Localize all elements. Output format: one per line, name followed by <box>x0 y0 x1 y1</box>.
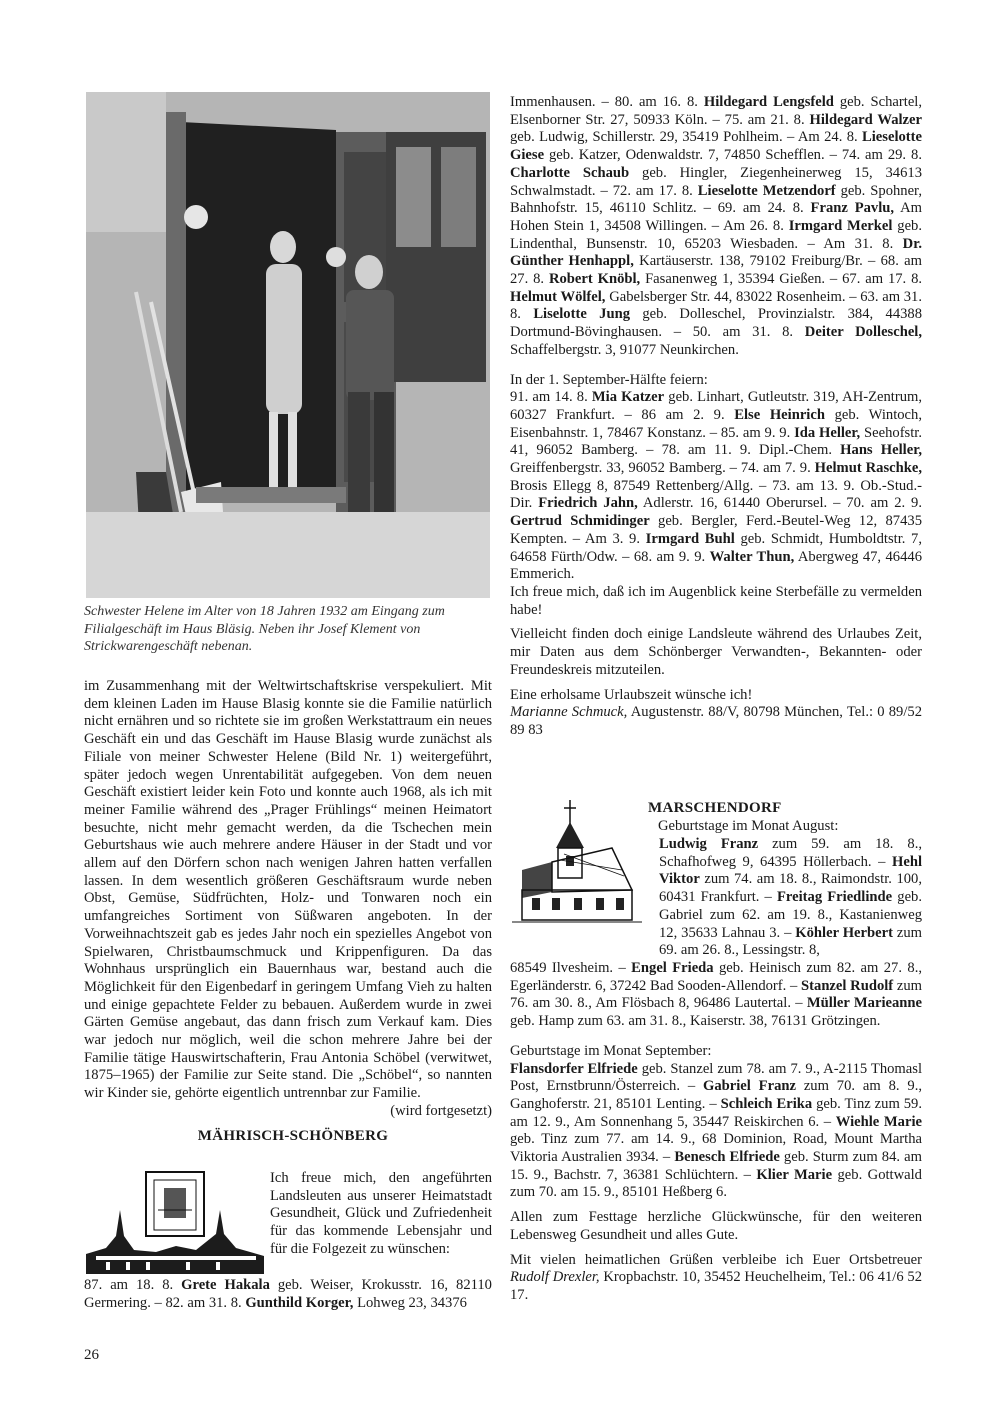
person-name: Deiter Dolleschel, <box>804 324 922 341</box>
person-name: Dr. Günther Henhappl, <box>510 235 922 270</box>
entry-text: zum 76. am 30. 8., Am Flösbach 8, 96486 Lautertal. – <box>510 977 923 1012</box>
person-name: Schleich Erika <box>720 1095 813 1112</box>
person-name: Irmgard Merkel <box>788 217 893 234</box>
entry-text: geb. Spohner, Bahnhofstr. 15, 46110 Schlitz. – 69. am 24. 8. <box>510 182 922 217</box>
person-name: Franz Pavlu, <box>810 200 895 217</box>
person-name: Hildegard Lengsfeld <box>703 94 834 110</box>
entry-text: 68549 Ilvesheim. – <box>510 960 632 976</box>
page-number: 26 <box>84 1347 99 1363</box>
entry-text: geb. Stanzel zum 78. am 7. 9., A-2115 Thomasl Post, Ernstbrunn/Österreich. – <box>510 1060 922 1095</box>
photo-caption: Schwester Helene im Alter von 18 Jahren 1932 am Eingang zum Filialgeschäft im Haus Bläsig. Neben ihr Josef Klement von Strickwarengeschäft nebenan. <box>84 604 445 655</box>
entry-text: geb. Sturm zum 84. am 15. 9., Bachstr. 7, 36381 Schlüchtern. – <box>510 1149 923 1183</box>
entry-text: Am Hohen Stein 1, 34508 Willingen. – Am 26. 8. <box>510 200 923 234</box>
bday-text: 87. am 18. 8. <box>84 1277 182 1293</box>
person-name: Else Heinrich <box>734 406 825 423</box>
bday-text: geb. Weiser, Krokusstr. 16, 82110 Germering. – 82. am 31. 8. <box>84 1277 492 1311</box>
entry-text: geb. Ludwig, Schillerstr. 29, 35419 Pohlheim. – Am 24. 8. <box>510 129 863 146</box>
entry-text: geb. Hamp zum 63. am 31. 8., Kaiserstr. 38, 76131 Grötzingen. <box>510 1013 881 1030</box>
historic-photo <box>86 92 490 598</box>
entry-text: 91. am 14. 8. <box>510 389 592 406</box>
bday-text: Lohweg 23, 34376 <box>353 1294 467 1311</box>
entry-text: Schaffelbergstr. 3, 91077 Neunkirchen. <box>510 341 739 358</box>
person-name: Hans Heller, <box>840 442 922 459</box>
entry-text: geb. Linhart, Gutleutstr. 319, AH-Zentrum, 60327 Frankfurt. – 86 am 2. 9. <box>510 389 923 423</box>
entry-text: geb. Bergler, Ferd.-Beutel-Weg 12, 87435 Kempten. – Am 3. 9. <box>510 513 922 547</box>
section-heading-schoenberg: MÄHRISCH-SCHÖNBERG <box>197 1127 389 1144</box>
entry-text: geb. Tinz zum 59. am 12. 9., Am Sonnenhang 5, 35447 Reiskirchen 6. – <box>510 1095 922 1130</box>
coat-of-arms-icon <box>86 1170 264 1274</box>
entry-text: Gabelsberger Str. 44, 83022 Rosenheim. – 63. am 31. 8. <box>510 288 923 323</box>
person-name: Flansdorfer Elfriede <box>510 1060 638 1077</box>
person-name: Gabriel Franz <box>703 1078 796 1095</box>
person-name: Benesch Elfriede <box>674 1149 780 1166</box>
entry-text: Immenhausen. – 80. am 16. 8. <box>510 94 704 110</box>
schoenberg-birthdays <box>84 1277 492 1312</box>
photo-shop-entrance <box>86 92 490 598</box>
person-name: Lieselotte Giese <box>510 129 922 164</box>
person-name: Helmut Raschke, <box>814 460 922 477</box>
entry-text: Adlerstr. 16, 61440 Oberursel. – 70. am 2. 9. <box>637 495 923 512</box>
birthday-list-september <box>510 389 922 584</box>
person-name: Charlotte Schaub <box>510 164 630 181</box>
entry-text: geb. Gabriel zum 62. am 19. 8., Kastanienweg 12, 35633 Lahnau 3. – <box>659 889 922 941</box>
entry-text: zum 69. am 26. 8., Lessingstr. 8, <box>659 924 922 959</box>
article-body: im Zusammenhang mit der Weltwirtschaftskrise verspekuliert. Mit dem kleinen Laden im Hause Blasig konnte sie die Familie natürlich nicht ernähren und so richtete sie im großen Werkstattraum ein neues Geschäft ein und das Geschäft im Hause Blasig wurde zunächst als Filiale von meiner Schwester Helene (Bild Nr. 1) weitergeführt, später jedoch wegen Unrentabilität aufgegeben. Von dem neuen Geschäft existiert leider kein Foto und konnte auch 1968, als ich mit meiner Familie während des „Prager Frühlings“ meinen Heimatort besuchte, nicht mehr gemacht werden, da die Tschechen mein Geburtshaus wie auch mehrere andere Häuser in der Stadt und vor allem auf den Dörfern schon nach wenigen Jahren hatten verfallen lassen. In dem wesentlich größeren Geschäftsraum wurde neben Obst, Gemüse, Südfrüchten, Holz- und Tonwaren noch ein umfangreiches Sortiment von Süßwaren angeboten. In der Vorweihnachtszeit gab es jedes Jahr noch ein spezielles Angebot von Spielwaren, Christbaumschmuck und Krippenfiguren. Da das Wohnhaus ursprünglich ein Bauernhaus war, bestand auch die Möglichkeit für den Eigenbedarf in geringem Umfang Vieh zu halten und einige gepachtete Felder zu bebauen. Außerdem wurde in zwei Gärten Gemüse angebaut, das dann frisch zum Verkauf kam. Dies war jedoch nur möglich, weil die schon mehrere Jahre bei der Familie tätige Hauswirtschafterin, Frau Antonia Schöbel (verwitwet, 1875–1965) der Familie zur Seite stand. Die „Schöbel“, so nannten wir Kinder sie, gehörte eigentlich untrennbar zur Familie. <box>84 678 492 1102</box>
holiday-wish: Eine erholsame Urlaubszeit wünsche ich! <box>510 686 753 703</box>
person-name: Köhler Herbert <box>795 924 893 941</box>
entry-text: geb. Schartel, Elsenborner Str. 27, 50933 Köln. – 75. am 21. 8. <box>510 94 923 128</box>
entry-text: zum 59. am 18. 8., Schafhofweg 9, 64395 Höllerbach. – <box>659 836 922 870</box>
continued-note: (wird fortgesetzt) <box>390 1102 492 1119</box>
signature-name: Marianne Schmuck, <box>510 704 628 721</box>
person-name: Lieselotte Metzendorf <box>697 182 836 199</box>
bday-name: Gunthild Korger, <box>245 1294 354 1311</box>
entry-text: geb. Tinz zum 77. am 14. 9., 68 Dominion, Road, Mount Martha Viktoria Australien 3934. – <box>510 1131 922 1166</box>
person-name: Irmgard Buhl <box>645 530 735 547</box>
church-icon <box>512 800 642 926</box>
marschendorf-continued <box>510 960 922 1305</box>
entry-text: Abergweg 47, 46446 Emmerich. <box>510 548 922 583</box>
entry-text: Brosis Ellegg 8, 87549 Rettenberg/Allg. – 73. am 13. 9. Ob.-Stud.-Dir. <box>510 477 922 512</box>
person-name: Hehl Viktor <box>659 853 922 888</box>
section-intro-text: Ich freue mich, den angeführten Landsleuten aus unserer Heimatstadt Gesundheit, Glück und Zufriedenheit für das kommende Lebensjahr und für die Folgezeit zu wünschen: <box>270 1170 492 1257</box>
closing-greeting <box>510 1252 922 1305</box>
closing-name: Rudolf Drexler, <box>510 1269 600 1286</box>
person-name: Mia Katzer <box>591 389 665 406</box>
birthday-list-august-cont <box>510 960 922 1031</box>
bday-name: Grete Hakala <box>181 1277 270 1293</box>
marschendorf-august-list <box>659 836 922 960</box>
entry-text: geb. Lindenthal, Bunsenstr. 10, 65203 Wiesbaden. – Am 31. 8. <box>510 217 923 252</box>
person-name: Friedrich Jahn, <box>538 495 638 512</box>
entry-text: Greiffenbergstr. 33, 96052 Bamberg. – 74. am 7. 9. <box>510 460 815 477</box>
entry-text: Seehofstr. 41, 96052 Bamberg. – 78. am 11. 9. Dipl.-Chem. <box>510 424 922 459</box>
birthday-list-september-2 <box>510 1061 922 1203</box>
person-name: Gertrud Schmidinger <box>510 513 650 530</box>
request-note: Vielleicht finden doch einige Landsleute während des Urlaubes Zeit, mir Daten aus dem Schönberger Verwandten-, Bekannten- oder Freundeskreis mitzuteilen. <box>510 626 922 678</box>
schoenberg-intro <box>270 1170 492 1259</box>
entry-text: geb. Schmidt, Humboldtstr. 7, 64658 Fürth/Odw. – 68. am 9. 9. <box>510 530 922 565</box>
left-column <box>84 678 492 1145</box>
entry-text: geb. Katzer, Odenwaldstr. 7, 74850 Schefflen. – 74. am 29. 8. <box>544 147 922 164</box>
festive-greeting: Allen zum Festtage herzliche Glückwünsche, für den weiteren Lebensweg Gesundheit und alles Gute. <box>510 1209 922 1243</box>
entry-text: geb. Wintoch, Eisenbahnstr. 1, 78467 Konstanz. – 85. am 9. 9. <box>510 406 922 441</box>
town-crest-illustration <box>86 1170 264 1274</box>
signature <box>510 704 922 739</box>
person-name: Walter Thun, <box>709 548 795 565</box>
person-name: Stanzel Rudolf <box>801 977 894 994</box>
person-name: Freitag Friedlinde <box>777 889 893 906</box>
no-deaths-note: Ich freue mich, daß ich im Augenblick keine Sterbefälle zu vermelden habe! <box>510 583 922 618</box>
person-name: Ludwig Franz <box>659 836 759 852</box>
september-intro: In der 1. September-Hälfte feiern: <box>510 371 708 388</box>
church-illustration <box>512 800 642 926</box>
right-column <box>510 94 922 740</box>
closing-address: Kropbachstr. 10, 35452 Heuchelheim, Tel.: 06 41/6 52 17. <box>510 1269 923 1303</box>
entry-text: zum 74. am 18. 8., Raimondstr. 100, 60431 Frankfurt. – <box>659 871 922 906</box>
entry-text: Kartäuserstr. 138, 79102 Freiburg/Br. – 68. am 27. 8. <box>510 253 923 288</box>
person-name: Engel Frieda <box>631 960 714 976</box>
person-name: Klier Marie <box>756 1166 833 1183</box>
signature-address: Augustenstr. 88/V, 80798 München, Tel.: 0 89/52 89 83 <box>510 704 923 738</box>
person-name: Ida Heller, <box>794 424 861 441</box>
person-name: Wiehle Marie <box>835 1113 922 1130</box>
september-birthdays-intro: Geburtstage im Monat September: <box>510 1042 712 1059</box>
august-intro: Geburtstage im Monat August: <box>658 817 839 834</box>
person-name: Robert Knöbl, <box>548 271 641 288</box>
birthday-list <box>84 1277 492 1312</box>
person-name: Helmut Wölfel, <box>510 288 606 305</box>
marschendorf-header <box>648 800 922 835</box>
birthday-list-august <box>659 836 922 960</box>
person-name: Hildegard Walzer <box>809 111 922 128</box>
section-heading-marschendorf: MARSCHENDORF <box>648 800 782 816</box>
entry-text: geb. Hingler, Ziegenheinerweg 15, 34613 Schwalmstadt. – 72. am 17. 8. <box>510 164 922 199</box>
birthday-list-top <box>510 94 922 360</box>
person-name: Müller Marieanne <box>806 995 922 1012</box>
person-name: Liselotte Jung <box>533 306 630 323</box>
entry-text: zum 70. am 8. 9., Ganghoferstr. 21, 85101 Lenting. – <box>510 1078 922 1112</box>
entry-text: Fasanenweg 1, 35394 Gießen. – 67. am 17. 8. <box>640 271 923 288</box>
closing-text: Mit vielen heimatlichen Grüßen verbleibe ich Euer Ortsbetreuer <box>510 1251 922 1268</box>
entry-text: geb. Heinisch zum 82. am 27. 8., Egerländerstr. 6, 37242 Bad Sooden-Allendorf. – <box>510 960 922 994</box>
entry-text: geb. Gottwald zum 70. am 15. 9., 85101 Heßberg 6. <box>510 1166 922 1201</box>
entry-text: geb. Dolleschel, Provinzialstr. 384, 44388 Dortmund-Bövinghausen. – 50. am 31. 8. <box>510 306 923 341</box>
